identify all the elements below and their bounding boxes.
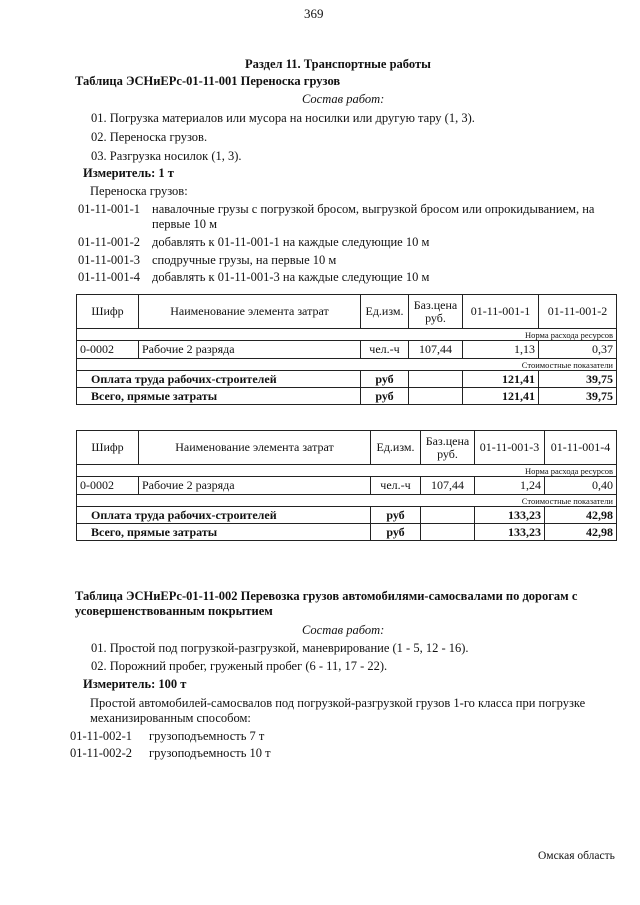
- section-title: Раздел 11. Транспортные работы: [245, 57, 431, 71]
- cell-value-1: 1,24: [475, 477, 545, 495]
- empty-cell: [421, 524, 475, 541]
- cell-price: 107,44: [421, 477, 475, 495]
- code-desc-01-11-001-2: добавлять к 01-11-001-1 на каждые следующие 10 м: [152, 235, 430, 249]
- col-header-code: Шифр: [77, 431, 139, 465]
- col-header-01-11-001-4: 01-11-001-4: [545, 431, 617, 465]
- empty-cell: [409, 371, 463, 388]
- cell-name: Рабочие 2 разряда: [139, 477, 371, 495]
- code-desc-01-11-001-1: навалочные грузы с погрузкой бросом, выгрузкой бросом или опрокидыванием, на: [152, 202, 595, 216]
- norm-label: Норма расхода ресурсов: [77, 465, 617, 477]
- table-header-row: [77, 295, 617, 329]
- table1-work-header: Состав работ:: [302, 92, 385, 106]
- table1-work-1: 01. Погрузка материалов или мусора на носилки или другую тару (1, 3).: [91, 111, 475, 125]
- total-row-direct: [77, 388, 617, 405]
- col-header-name: Наименование элемента затрат: [139, 431, 371, 465]
- table2-title-cont: усовершенствованным покрытием: [75, 604, 273, 618]
- table1-work-2: 02. Переноска грузов.: [91, 130, 208, 144]
- total-value-2: 39,75: [539, 371, 617, 388]
- total-row-labor: [77, 371, 617, 388]
- table-row: [77, 341, 617, 359]
- total-row-direct: [77, 524, 617, 541]
- cell-value-2: 0,37: [539, 341, 617, 359]
- total-unit: руб: [371, 507, 421, 524]
- empty-cell: [421, 507, 475, 524]
- table1-subheader: Переноска грузов:: [90, 184, 188, 198]
- table2-title: Таблица ЭСНиЕРс-01-11-002 Перевозка грузов автомобилями-самосвалами по дорогам с: [75, 589, 578, 603]
- table2-work-header: Состав работ:: [302, 623, 385, 637]
- total-value-2: 39,75: [539, 388, 617, 405]
- table1-work-3: 03. Разгрузка носилок (1, 3).: [91, 149, 242, 163]
- col-header-01-11-001-1: 01-11-001-1: [463, 295, 539, 329]
- total-label: Всего, прямые затраты: [77, 388, 361, 405]
- cell-unit: чел.-ч: [361, 341, 409, 359]
- norm-label-row: [77, 465, 617, 477]
- cost-label-row: [77, 495, 617, 507]
- total-value-1: 133,23: [475, 507, 545, 524]
- table2-desc: Простой автомобилей-самосвалов под погрузкой-разгрузкой грузов 1-го класса при погрузке: [90, 696, 586, 710]
- page-number: 369: [304, 6, 324, 21]
- norm-label-row: [77, 329, 617, 341]
- cell-value-1: 1,13: [463, 341, 539, 359]
- total-value-1: 121,41: [463, 371, 539, 388]
- cost-label: Стоимостные показатели: [77, 359, 617, 371]
- table2-measure: Измеритель: 100 т: [83, 677, 187, 691]
- col-header-01-11-001-3: 01-11-001-3: [475, 431, 545, 465]
- table2-desc-cont: механизированным способом:: [90, 711, 251, 725]
- code-desc-01-11-002-2: грузоподъемность 10 т: [149, 746, 271, 760]
- cell-value-2: 0,40: [545, 477, 617, 495]
- cost-label-row: [77, 359, 617, 371]
- total-label: Всего, прямые затраты: [77, 524, 371, 541]
- footer-region: Омская область: [538, 850, 615, 862]
- total-value-1: 121,41: [463, 388, 539, 405]
- resource-table-2: [76, 430, 617, 541]
- total-unit: руб: [361, 371, 409, 388]
- cell-code: 0-0002: [77, 341, 139, 359]
- total-value-2: 42,98: [545, 524, 617, 541]
- table2-work-1: 01. Простой под погрузкой-разгрузкой, маневрирование (1 - 5, 12 - 16).: [91, 641, 469, 655]
- total-row-labor: [77, 507, 617, 524]
- total-unit: руб: [371, 524, 421, 541]
- cell-name: Рабочие 2 разряда: [139, 341, 361, 359]
- col-header-price: Баз.цена руб.: [409, 295, 463, 329]
- code-desc-01-11-001-3: сподручные грузы, на первые 10 м: [152, 253, 337, 267]
- table-header-row: [77, 431, 617, 465]
- code-01-11-002-1: 01-11-002-1: [70, 729, 133, 743]
- col-header-code: Шифр: [77, 295, 139, 329]
- total-label: Оплата труда рабочих-строителей: [77, 371, 361, 388]
- norm-label: Норма расхода ресурсов: [77, 329, 617, 341]
- table-row: [77, 477, 617, 495]
- cost-label: Стоимостные показатели: [77, 495, 617, 507]
- cell-code: 0-0002: [77, 477, 139, 495]
- code-desc-01-11-001-1-cont: первые 10 м: [152, 217, 217, 231]
- total-label: Оплата труда рабочих-строителей: [77, 507, 371, 524]
- col-header-unit: Ед.изм.: [371, 431, 421, 465]
- code-01-11-001-2: 01-11-001-2: [78, 235, 141, 249]
- table1-title: Таблица ЭСНиЕРс-01-11-001 Переноска грузов: [75, 74, 341, 88]
- empty-cell: [409, 388, 463, 405]
- cell-price: 107,44: [409, 341, 463, 359]
- col-header-price: Баз.цена руб.: [421, 431, 475, 465]
- code-desc-01-11-002-1: грузоподъемность 7 т: [149, 729, 265, 743]
- cell-unit: чел.-ч: [371, 477, 421, 495]
- table2-work-2: 02. Порожний пробег, груженый пробег (6 - 11, 17 - 22).: [91, 659, 388, 673]
- col-header-unit: Ед.изм.: [361, 295, 409, 329]
- code-01-11-001-4: 01-11-001-4: [78, 270, 141, 284]
- table1-measure: Измеритель: 1 т: [83, 166, 174, 180]
- col-header-name: Наименование элемента затрат: [139, 295, 361, 329]
- code-01-11-002-2: 01-11-002-2: [70, 746, 133, 760]
- resource-table-1: [76, 294, 617, 405]
- code-01-11-001-3: 01-11-001-3: [78, 253, 141, 267]
- total-value-2: 42,98: [545, 507, 617, 524]
- total-unit: руб: [361, 388, 409, 405]
- code-desc-01-11-001-4: добавлять к 01-11-001-3 на каждые следующие 10 м: [152, 270, 430, 284]
- code-01-11-001-1: 01-11-001-1: [78, 202, 141, 216]
- total-value-1: 133,23: [475, 524, 545, 541]
- col-header-01-11-001-2: 01-11-001-2: [539, 295, 617, 329]
